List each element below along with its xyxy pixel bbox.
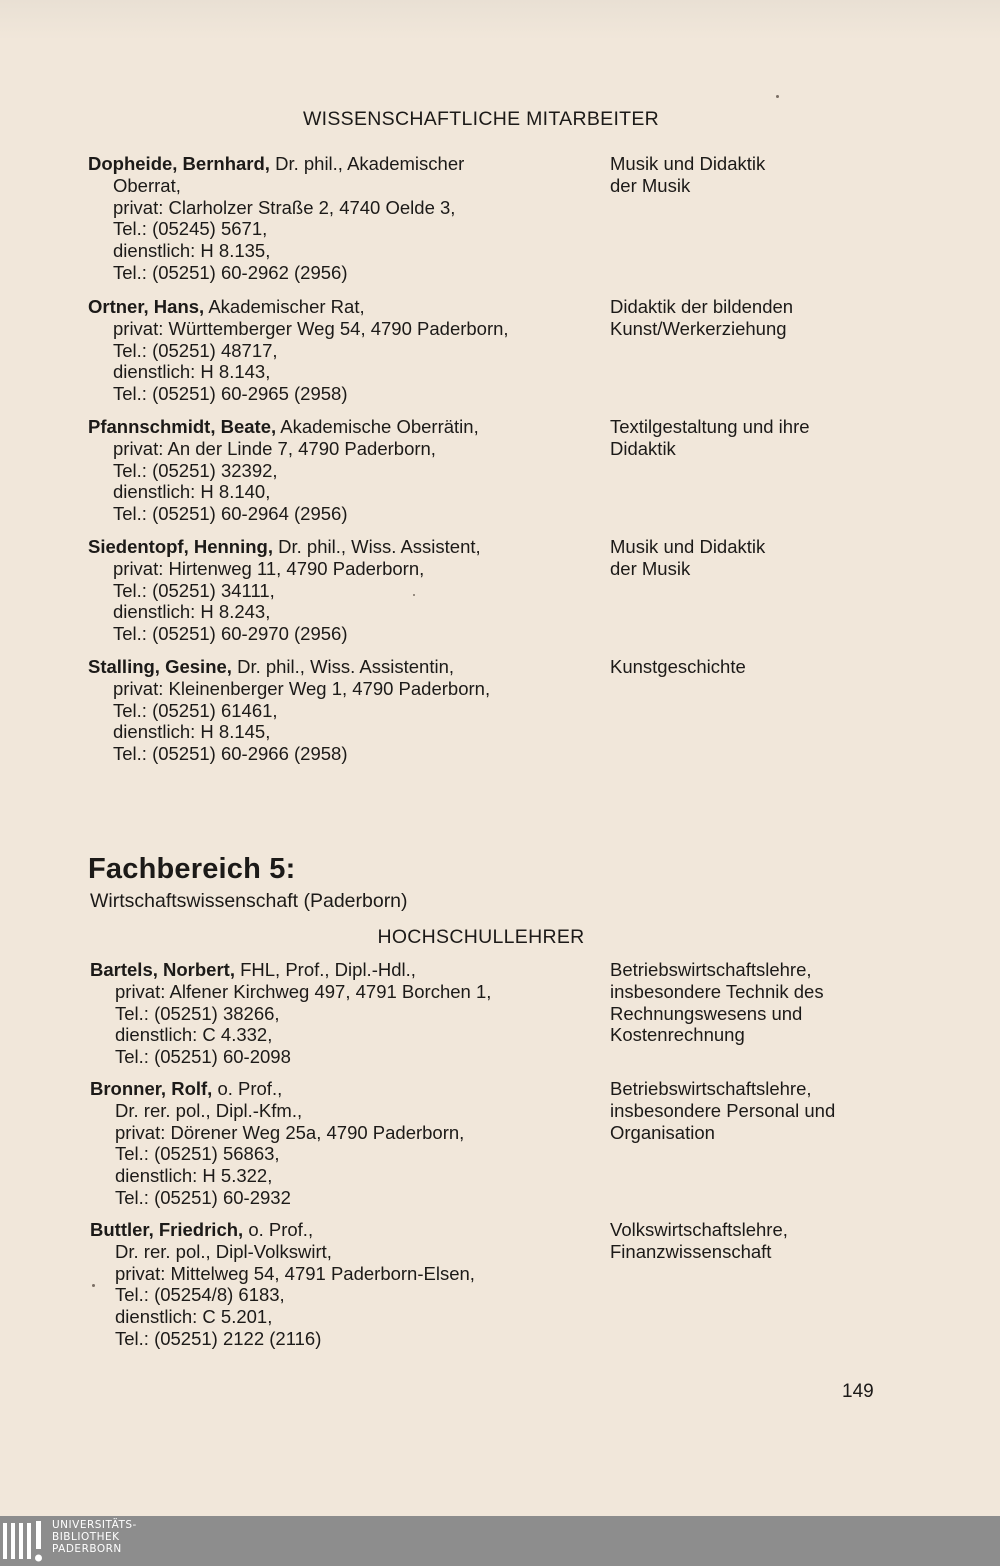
entry-detail-line (88, 383, 598, 405)
person-title: Dr. phil., Akademischer (275, 153, 465, 174)
entry-detail-line (88, 262, 598, 284)
person-name: Dopheide, Bernhard, (88, 153, 270, 174)
detail-text: privat: Clarholzer Straße 2, 4740 Oelde 3, (113, 196, 456, 218)
detail-text: Tel.: (05251) 34111, (113, 579, 275, 601)
subject-line: insbesondere Technik des (610, 980, 824, 1002)
detail-text: dienstlich: H 8.143, (113, 361, 271, 383)
detail-text: Tel.: (05251) 32392, (113, 459, 278, 481)
entry-first-line (90, 959, 600, 981)
entry-detail-line (90, 1024, 600, 1046)
entry-subject (610, 296, 910, 340)
subject-line: Kunstgeschichte (610, 656, 746, 677)
detail-text: dienstlich: H 8.243, (113, 601, 271, 623)
entry-detail-line (88, 678, 598, 700)
entry-detail-line (90, 1306, 600, 1328)
entry-first-line (88, 536, 598, 558)
library-name-line: PADERBORN (52, 1543, 122, 1555)
person-title: Akademischer Rat, (208, 296, 365, 317)
subject-line: Didaktik der bildenden (610, 296, 794, 317)
detail-text: dienstlich: H 8.135, (113, 240, 271, 262)
detail-text: Tel.: (05251) 38266, (115, 1002, 280, 1024)
entry-first-line (88, 416, 598, 438)
detail-text: Tel.: (05251) 60-2964 (2956) (113, 503, 348, 525)
entry-details (88, 153, 598, 284)
print-speck (413, 594, 415, 596)
entry-detail-line (88, 601, 598, 623)
library-footer-bar (0, 1516, 1000, 1566)
entry-detail-line (88, 218, 598, 240)
entry-detail-line (88, 438, 598, 460)
entry-detail-line (90, 1003, 600, 1025)
entry-detail-line (88, 580, 598, 602)
entry-detail-line (88, 743, 598, 765)
entry-subject (610, 416, 910, 460)
person-title: Akademische Oberrätin, (280, 416, 479, 437)
entry-details (88, 536, 598, 645)
detail-text: Oberrat, (113, 174, 181, 196)
detail-text: Dr. rer. pol., Dipl-Volkswirt, (115, 1240, 332, 1262)
entry-detail-line (88, 175, 598, 197)
subject-line: Textilgestaltung und ihre (610, 416, 810, 437)
entry-detail-line (88, 460, 598, 482)
detail-text: privat: An der Linde 7, 4790 Paderborn, (113, 437, 436, 459)
entry-subject (610, 656, 910, 678)
entry-first-line (90, 1219, 600, 1241)
detail-text: privat: Dörener Weg 25a, 4790 Paderborn, (115, 1121, 465, 1143)
detail-text: dienstlich: C 5.201, (115, 1306, 273, 1328)
entry-first-line (90, 1078, 600, 1100)
entry-detail-line (88, 240, 598, 262)
entry-detail-line (90, 1284, 600, 1306)
print-speck (776, 95, 779, 98)
subject-line: Organisation (610, 1121, 715, 1143)
library-name (52, 1519, 137, 1555)
fachbereich-title: Fachbereich 5: (88, 853, 296, 885)
entry-detail-line (88, 721, 598, 743)
section-heading-hochschullehrer: HOCHSCHULLEHRER (377, 926, 585, 948)
person-title: Dr. phil., Wiss. Assistent, (278, 536, 481, 557)
detail-text: privat: Mittelweg 54, 4791 Paderborn-Elsen, (115, 1262, 475, 1284)
entry-detail-line (90, 1328, 600, 1350)
entry-detail-line (90, 1122, 600, 1144)
detail-text: Dr. rer. pol., Dipl.-Kfm., (115, 1099, 303, 1121)
subject-line: Betriebswirtschaftslehre, (610, 1078, 812, 1099)
entry-details (90, 1078, 600, 1209)
detail-text: dienstlich: H 5.322, (115, 1165, 273, 1187)
entry-subject (610, 153, 910, 197)
entry-detail-line (90, 981, 600, 1003)
entry-details (90, 1219, 600, 1350)
person-title: FHL, Prof., Dipl.-Hdl., (240, 959, 416, 980)
entry-detail-line (90, 1143, 600, 1165)
entry-details (88, 656, 598, 765)
detail-text: Tel.: (05251) 60-2970 (2956) (113, 623, 348, 645)
fachbereich-subtitle: Wirtschaftswissenschaft (Paderborn) (90, 890, 408, 912)
person-name: Pfannschmidt, Beate, (88, 416, 277, 437)
detail-text: dienstlich: H 8.140, (113, 481, 271, 503)
entry-detail-line (88, 503, 598, 525)
entry-detail-line (90, 1100, 600, 1122)
detail-text: privat: Kleinenberger Weg 1, 4790 Paderborn, (113, 677, 491, 699)
entry-first-line (88, 153, 598, 175)
subject-line: Musik und Didaktik (610, 153, 766, 174)
entry-detail-line (88, 558, 598, 580)
detail-text: Tel.: (05251) 60-2098 (115, 1046, 291, 1068)
entry-subject (610, 1078, 910, 1143)
person-title: Dr. phil., Wiss. Assistentin, (237, 656, 455, 677)
detail-text: Tel.: (05245) 5671, (113, 218, 268, 240)
subject-line: Kostenrechnung (610, 1024, 745, 1046)
subject-line: der Musik (610, 174, 691, 196)
detail-text: privat: Alfener Kirchweg 497, 4791 Borchen 1, (115, 980, 492, 1002)
subject-line: Volkswirtschaftslehre, (610, 1219, 788, 1240)
library-name-line: UNIVERSITÄTS- (52, 1519, 137, 1531)
subject-line: Betriebswirtschaftslehre, (610, 959, 812, 980)
entry-detail-line (90, 1263, 600, 1285)
detail-text: Tel.: (05251) 60-2932 (115, 1186, 291, 1208)
entry-detail-line (88, 318, 598, 340)
entry-detail-line (88, 481, 598, 503)
person-name: Siedentopf, Henning, (88, 536, 273, 557)
detail-text: Tel.: (05251) 60-2966 (2958) (113, 743, 348, 765)
detail-text: dienstlich: C 4.332, (115, 1024, 273, 1046)
page-number: 149 (842, 1381, 874, 1402)
entry-detail-line (90, 1046, 600, 1068)
subject-line: Finanzwissenschaft (610, 1240, 772, 1262)
entry-details (88, 416, 598, 525)
detail-text: dienstlich: H 8.145, (113, 721, 271, 743)
entry-subject (610, 959, 910, 1046)
library-name-line: BIBLIOTHEK (52, 1531, 120, 1543)
section-heading-mitarbeiter: WISSENSCHAFTLICHE MITARBEITER (302, 108, 660, 130)
entry-detail-line (88, 361, 598, 383)
entry-details (88, 296, 598, 405)
person-name: Ortner, Hans, (88, 296, 205, 317)
entry-subject (610, 1219, 910, 1263)
detail-text: Tel.: (05251) 60-2962 (2956) (113, 261, 348, 283)
detail-text: Tel.: (05251) 2122 (2116) (115, 1327, 322, 1349)
subject-line: Musik und Didaktik (610, 536, 766, 557)
subject-line: Didaktik (610, 437, 676, 459)
detail-text: privat: Hirtenweg 11, 4790 Paderborn, (113, 557, 425, 579)
subject-line: Rechnungswesens und (610, 1002, 803, 1024)
detail-text: Tel.: (05251) 56863, (115, 1143, 280, 1165)
person-name: Bartels, Norbert, (90, 959, 235, 980)
subject-line: der Musik (610, 557, 691, 579)
entry-detail-line (90, 1165, 600, 1187)
detail-text: privat: Württemberger Weg 54, 4790 Paderborn, (113, 317, 509, 339)
detail-text: Tel.: (05251) 61461, (113, 699, 278, 721)
entry-detail-line (88, 623, 598, 645)
entry-detail-line (88, 340, 598, 362)
person-name: Buttler, Friedrich, (90, 1219, 244, 1240)
entry-detail-line (88, 197, 598, 219)
person-title: o. Prof., (248, 1219, 314, 1240)
print-speck (92, 1284, 95, 1287)
entry-detail-line (90, 1187, 600, 1209)
entry-first-line (88, 656, 598, 678)
entry-detail-line (90, 1241, 600, 1263)
entry-detail-line (88, 700, 598, 722)
detail-text: Tel.: (05254/8) 6183, (115, 1284, 285, 1306)
person-name: Stalling, Gesine, (88, 656, 232, 677)
subject-line: Kunst/Werkerziehung (610, 317, 787, 339)
detail-text: Tel.: (05251) 60-2965 (2958) (113, 383, 348, 405)
page-top-shade (0, 0, 1000, 40)
entry-first-line (88, 296, 598, 318)
library-logo-icon (0, 1516, 48, 1566)
subject-line: insbesondere Personal und (610, 1099, 836, 1121)
entry-subject (610, 536, 910, 580)
person-title: o. Prof., (217, 1078, 283, 1099)
person-name: Bronner, Rolf, (90, 1078, 213, 1099)
detail-text: Tel.: (05251) 48717, (113, 339, 278, 361)
entry-details (90, 959, 600, 1068)
